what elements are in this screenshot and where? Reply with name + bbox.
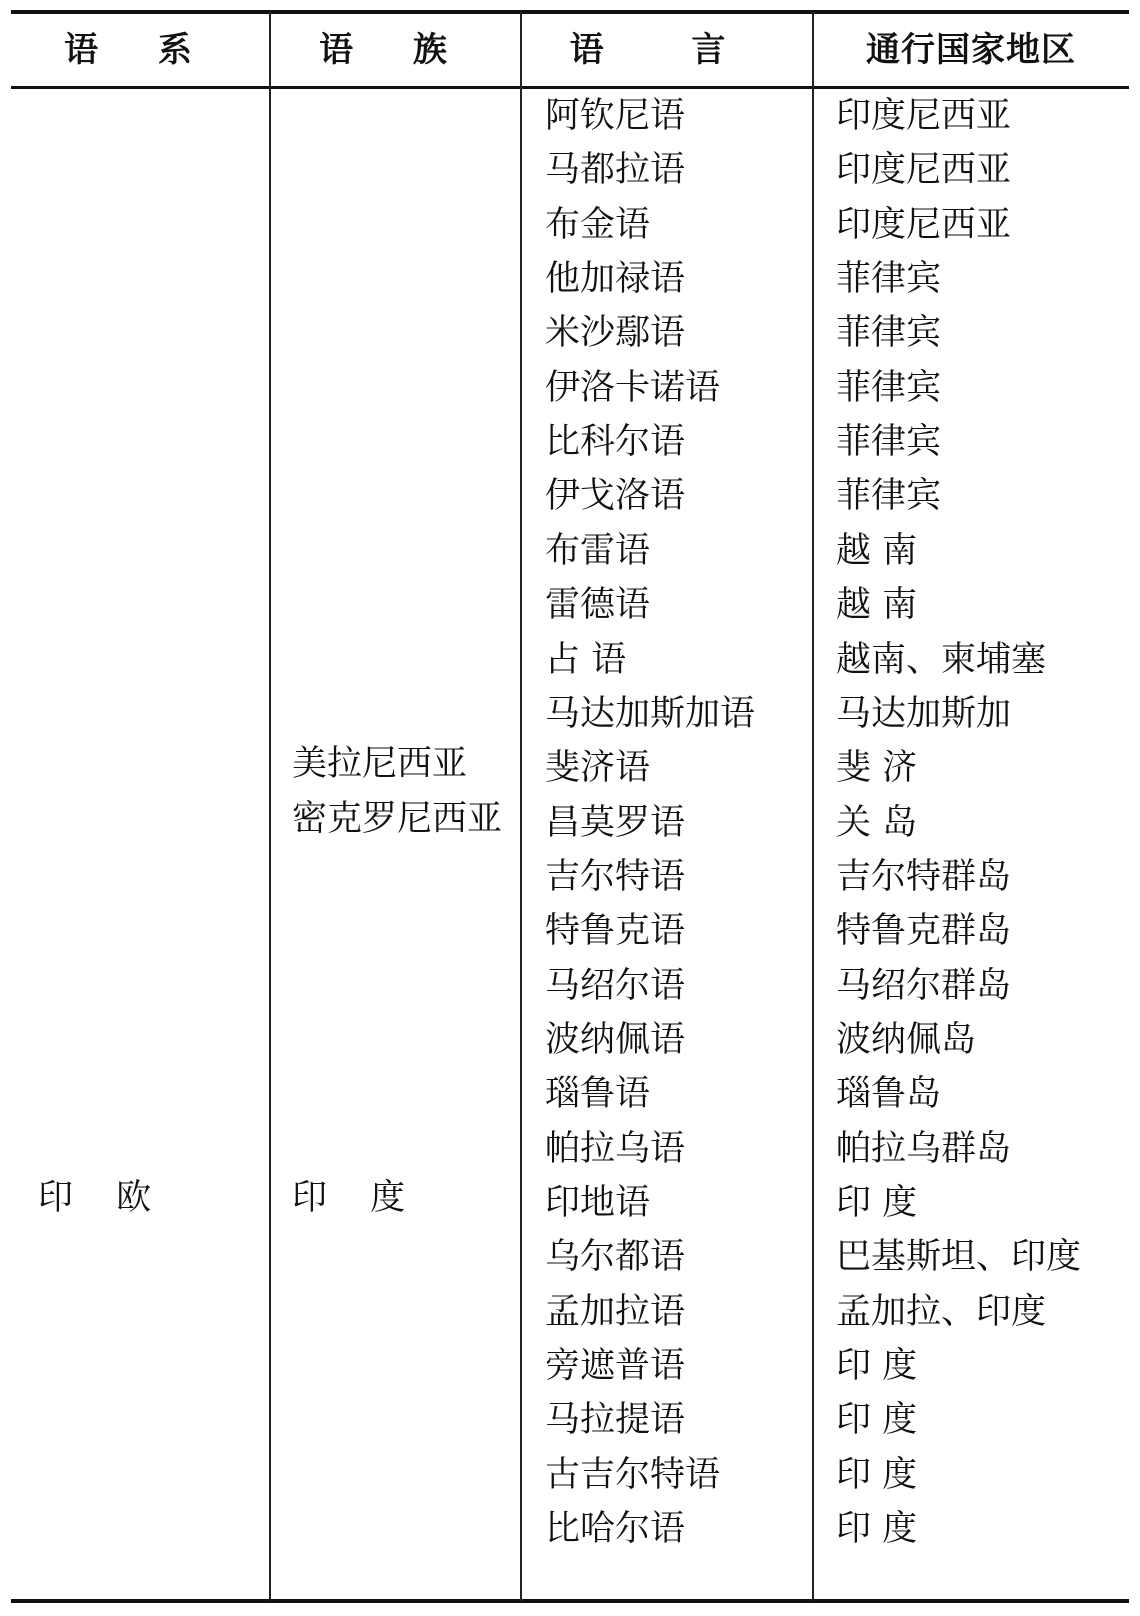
region-cell: 瑙鲁岛 bbox=[836, 1074, 942, 1114]
language-cell: 阿钦尼语 bbox=[545, 96, 686, 136]
language-cell: 马拉提语 bbox=[545, 1400, 686, 1440]
column-divider-3 bbox=[812, 12, 814, 1601]
region-cell: 印 度 bbox=[836, 1400, 918, 1440]
language-cell: 吉尔特语 bbox=[545, 857, 686, 897]
language-cell: 旁遮普语 bbox=[545, 1346, 686, 1386]
region-cell: 斐 济 bbox=[836, 748, 918, 788]
header-rule bbox=[11, 86, 1129, 89]
region-cell: 菲律宾 bbox=[836, 422, 942, 462]
language-cell: 布金语 bbox=[545, 205, 651, 245]
region-cell: 印 度 bbox=[836, 1509, 918, 1549]
branch-label-melanesia: 美拉尼西亚 bbox=[292, 744, 468, 784]
language-cell: 他加禄语 bbox=[545, 259, 686, 299]
header-language: 语 言 bbox=[569, 30, 764, 70]
language-cell: 昌莫罗语 bbox=[545, 803, 686, 843]
region-cell: 孟加拉、印度 bbox=[836, 1292, 1047, 1332]
language-cell: 波纳佩语 bbox=[545, 1020, 686, 1060]
region-cell: 印度尼西亚 bbox=[836, 150, 1012, 190]
family-label: 印 欧 bbox=[38, 1178, 168, 1218]
language-cell: 雷德语 bbox=[545, 585, 651, 625]
language-cell: 米沙鄢语 bbox=[545, 313, 686, 353]
column-divider-1 bbox=[269, 12, 271, 1601]
region-cell: 越 南 bbox=[836, 531, 918, 571]
language-cell: 马达加斯加语 bbox=[545, 694, 756, 734]
language-cell: 占 语 bbox=[545, 640, 627, 680]
language-cell: 瑙鲁语 bbox=[545, 1074, 651, 1114]
language-cell: 伊洛卡诺语 bbox=[545, 368, 721, 408]
language-cell: 伊戈洛语 bbox=[545, 476, 686, 516]
language-cell: 乌尔都语 bbox=[545, 1237, 686, 1277]
language-cell: 马绍尔语 bbox=[545, 966, 686, 1006]
region-cell: 印 度 bbox=[836, 1455, 918, 1495]
region-cell: 帕拉乌群岛 bbox=[836, 1129, 1012, 1169]
language-cell: 帕拉乌语 bbox=[545, 1129, 686, 1169]
region-cell: 越南、柬埔塞 bbox=[836, 640, 1047, 680]
region-cell: 越 南 bbox=[836, 585, 918, 625]
language-cell: 古吉尔特语 bbox=[545, 1455, 721, 1495]
region-cell: 印 度 bbox=[836, 1346, 918, 1386]
language-cell: 斐济语 bbox=[545, 748, 651, 788]
region-cell: 菲律宾 bbox=[836, 476, 942, 516]
header-region: 通行国家地区 bbox=[866, 30, 1076, 70]
region-cell: 特鲁克群岛 bbox=[836, 911, 1012, 951]
language-cell: 比哈尔语 bbox=[545, 1509, 686, 1549]
language-cell: 印地语 bbox=[545, 1183, 651, 1223]
region-cell: 印度尼西亚 bbox=[836, 205, 1012, 245]
region-cell: 马达加斯加 bbox=[836, 694, 1012, 734]
region-cell: 马绍尔群岛 bbox=[836, 966, 1012, 1006]
header-family: 语 系 bbox=[64, 30, 216, 70]
region-cell: 印 度 bbox=[836, 1183, 918, 1223]
language-cell: 孟加拉语 bbox=[545, 1292, 686, 1332]
region-cell: 菲律宾 bbox=[836, 259, 942, 299]
branch-label-micronesia: 密克罗尼西亚 bbox=[292, 799, 503, 839]
region-cell: 巴基斯坦、印度 bbox=[836, 1237, 1082, 1277]
region-cell: 菲律宾 bbox=[836, 368, 942, 408]
header-branch: 语 族 bbox=[319, 30, 471, 70]
region-cell: 关 岛 bbox=[836, 803, 918, 843]
language-cell: 马都拉语 bbox=[545, 150, 686, 190]
language-cell: 布雷语 bbox=[545, 531, 651, 571]
column-divider-2 bbox=[520, 12, 522, 1601]
language-cell: 特鲁克语 bbox=[545, 911, 686, 951]
region-cell: 印度尼西亚 bbox=[836, 96, 1012, 136]
region-cell: 菲律宾 bbox=[836, 313, 942, 353]
bottom-rule bbox=[11, 1599, 1129, 1603]
region-cell: 波纳佩岛 bbox=[836, 1020, 977, 1060]
top-rule bbox=[11, 10, 1129, 14]
region-cell: 吉尔特群岛 bbox=[836, 857, 1012, 897]
language-cell: 比科尔语 bbox=[545, 422, 686, 462]
branch-label-india: 印 度 bbox=[292, 1178, 422, 1218]
